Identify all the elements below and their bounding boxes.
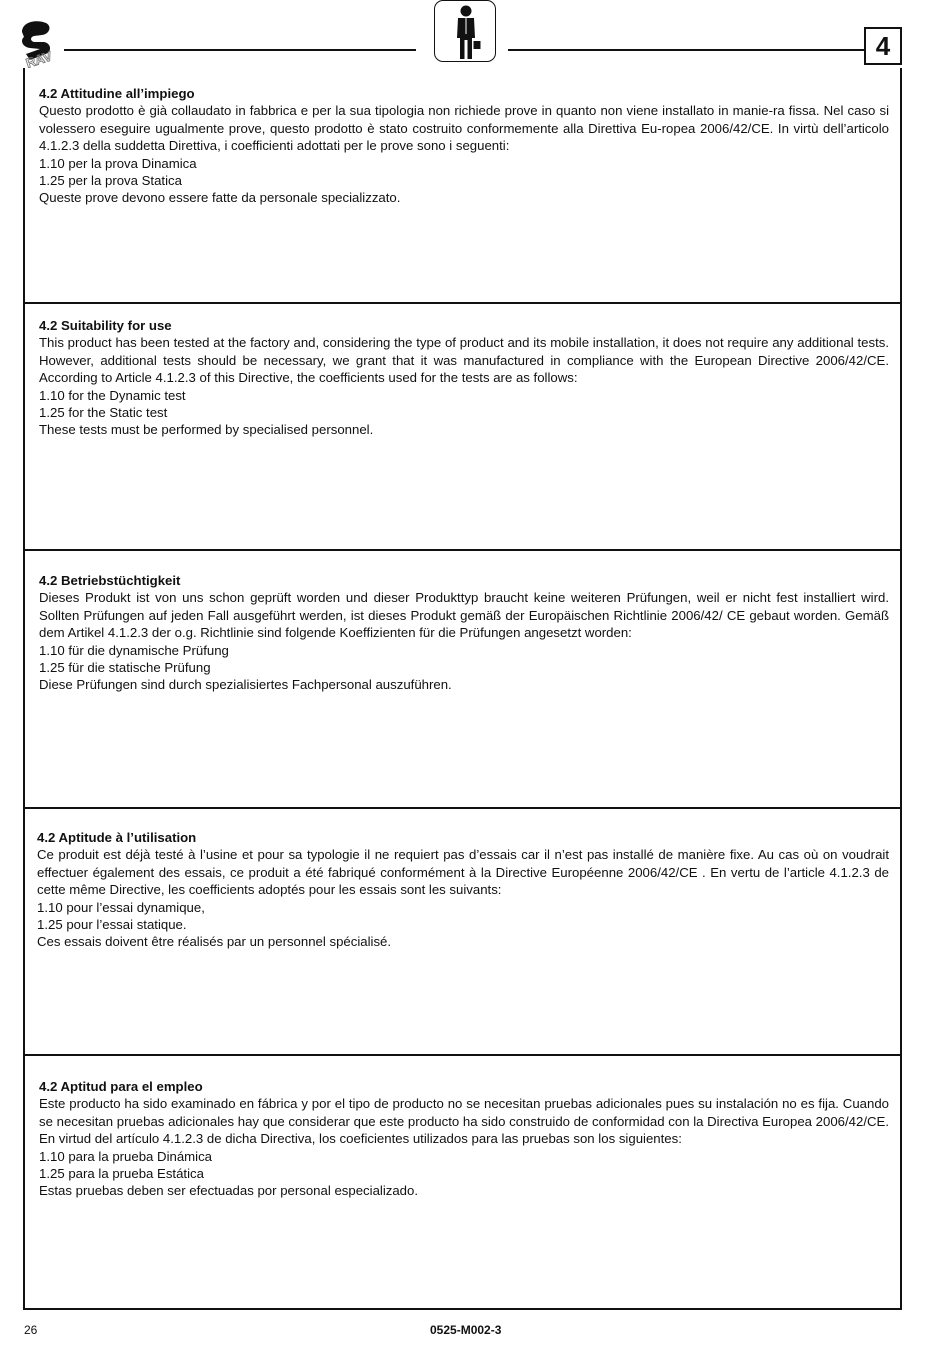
section-paragraph: Questo prodotto è già collaudato in fabbrica e per la sua tipologia non richiede prove in quanto non viene installato in manie-ra fissa. Nel caso si volessero eseguire ugualmente prove, questo prodotto è stato costruito conformemente alla Direttiva Eu-ropea 2006/42/CE. In virtù dell’articolo 4.1.2.3 della suddetta Direttiva, i coefficienti adottati per le prove sono i seguenti: xyxy=(39,103,889,154)
section-paragraph: Este producto ha sido examinado en fábrica y por el tipo de producto no se necesitan pruebas adicionales pues su instalación no es fija. Cuando se necesitan pruebas adicionales hay que considerar que este producto ha sido construido de conformidad con la Directiva Europea 2006/42/CE. En virtud del artículo 4.1.2.3 de dicha Directiva, los coeficientes utilizados para las pruebas son los siguientes: xyxy=(39,1096,889,1147)
section-line: 1.25 para la prueba Estática xyxy=(39,1166,204,1182)
section-line: 1.25 per la prova Statica xyxy=(39,173,182,189)
brand-logo-icon xyxy=(16,18,62,68)
section-divider xyxy=(23,549,902,551)
section-german xyxy=(39,572,889,694)
section-line: 1.25 for the Static test xyxy=(39,405,168,421)
section-title: 4.2 Betriebstüchtigkeit xyxy=(39,573,181,588)
section-line: Diese Prüfungen sind durch spezialisiertes Fachpersonal auszuführen. xyxy=(39,677,452,693)
svg-text:RAV: RAV xyxy=(23,48,54,68)
section-line: 1.10 for the Dynamic test xyxy=(39,387,186,403)
section-line: Estas pruebas deben ser efectuadas por personal especializado. xyxy=(39,1183,419,1199)
page-number: 26 xyxy=(24,1323,38,1337)
section-title: 4.2 Attitudine all’impiego xyxy=(39,86,195,101)
chapter-number-box: 4 xyxy=(864,27,902,65)
header-rule-right xyxy=(508,49,864,51)
section-paragraph: Dieses Produkt ist von uns schon geprüft worden und dieser Produkttyp braucht keine weiteren Prüfungen, weil er nicht fest installiert wird. Sollten Prüfungen auf jeden Fall ausgeführt werden, ist dieses Produkt gemäß der Europäischen Richtlinie 2006/42/ CE gebaut worden. Gemäß dem Artikel 4.1.2.3 der o.g. Richtlinie sind folgende Koeffizienten für die Prüfungen angesetzt worden: xyxy=(39,590,889,641)
section-line: 1.10 para la prueba Dinámica xyxy=(39,1148,213,1164)
section-french xyxy=(37,829,889,951)
section-line: 1.10 pour l’essai dynamique, xyxy=(37,899,205,915)
section-divider xyxy=(23,302,902,304)
section-title: 4.2 Suitability for use xyxy=(39,318,172,333)
section-line: These tests must be performed by specialised personnel. xyxy=(39,422,374,438)
section-spanish xyxy=(39,1078,889,1200)
section-line: Queste prove devono essere fatte da personale specializzato. xyxy=(39,190,401,206)
section-italian xyxy=(39,85,889,207)
section-divider xyxy=(23,1054,902,1056)
operator-person-icon xyxy=(434,0,496,62)
section-paragraph: This product has been tested at the factory and, considering the type of product and its mobile installation, it does not require any additional tests. However, additional tests should be necessary, we grant that it was manufactured in compliance with the European Directive 2006/42/CE. According to Article 4.1.2.3 of this Directive, the coefficients used for the tests are as follows: xyxy=(39,335,889,386)
section-line: 1.10 per la prova Dinamica xyxy=(39,155,197,171)
document-code: 0525-M002-3 xyxy=(430,1323,502,1337)
section-line: 1.25 für die statische Prüfung xyxy=(39,660,211,676)
section-title: 4.2 Aptitude à l’utilisation xyxy=(37,830,197,845)
section-english xyxy=(39,317,889,439)
section-line: 1.10 für die dynamische Prüfung xyxy=(39,642,229,658)
section-line: 1.25 pour l’essai statique. xyxy=(37,917,187,933)
section-line: Ces essais doivent être réalisés par un personnel spécialisé. xyxy=(37,934,392,950)
section-paragraph: Ce produit est déjà testé à l’usine et pour sa typologie il ne requiert pas d’essais car il n’est pas installé de manière fixe. Au cas où on voudrait effectuer également des essais, ce produit a été fabriqué conformément à la Directive Européenne 2006/42/CE . En vertu de l’article 4.1.2.3 de cette même Directive, les coefficients adoptés pour les essais sont les suivants: xyxy=(37,847,889,898)
section-title: 4.2 Aptitud para el empleo xyxy=(39,1079,203,1094)
section-divider xyxy=(23,807,902,809)
header-rule-left xyxy=(64,49,416,51)
